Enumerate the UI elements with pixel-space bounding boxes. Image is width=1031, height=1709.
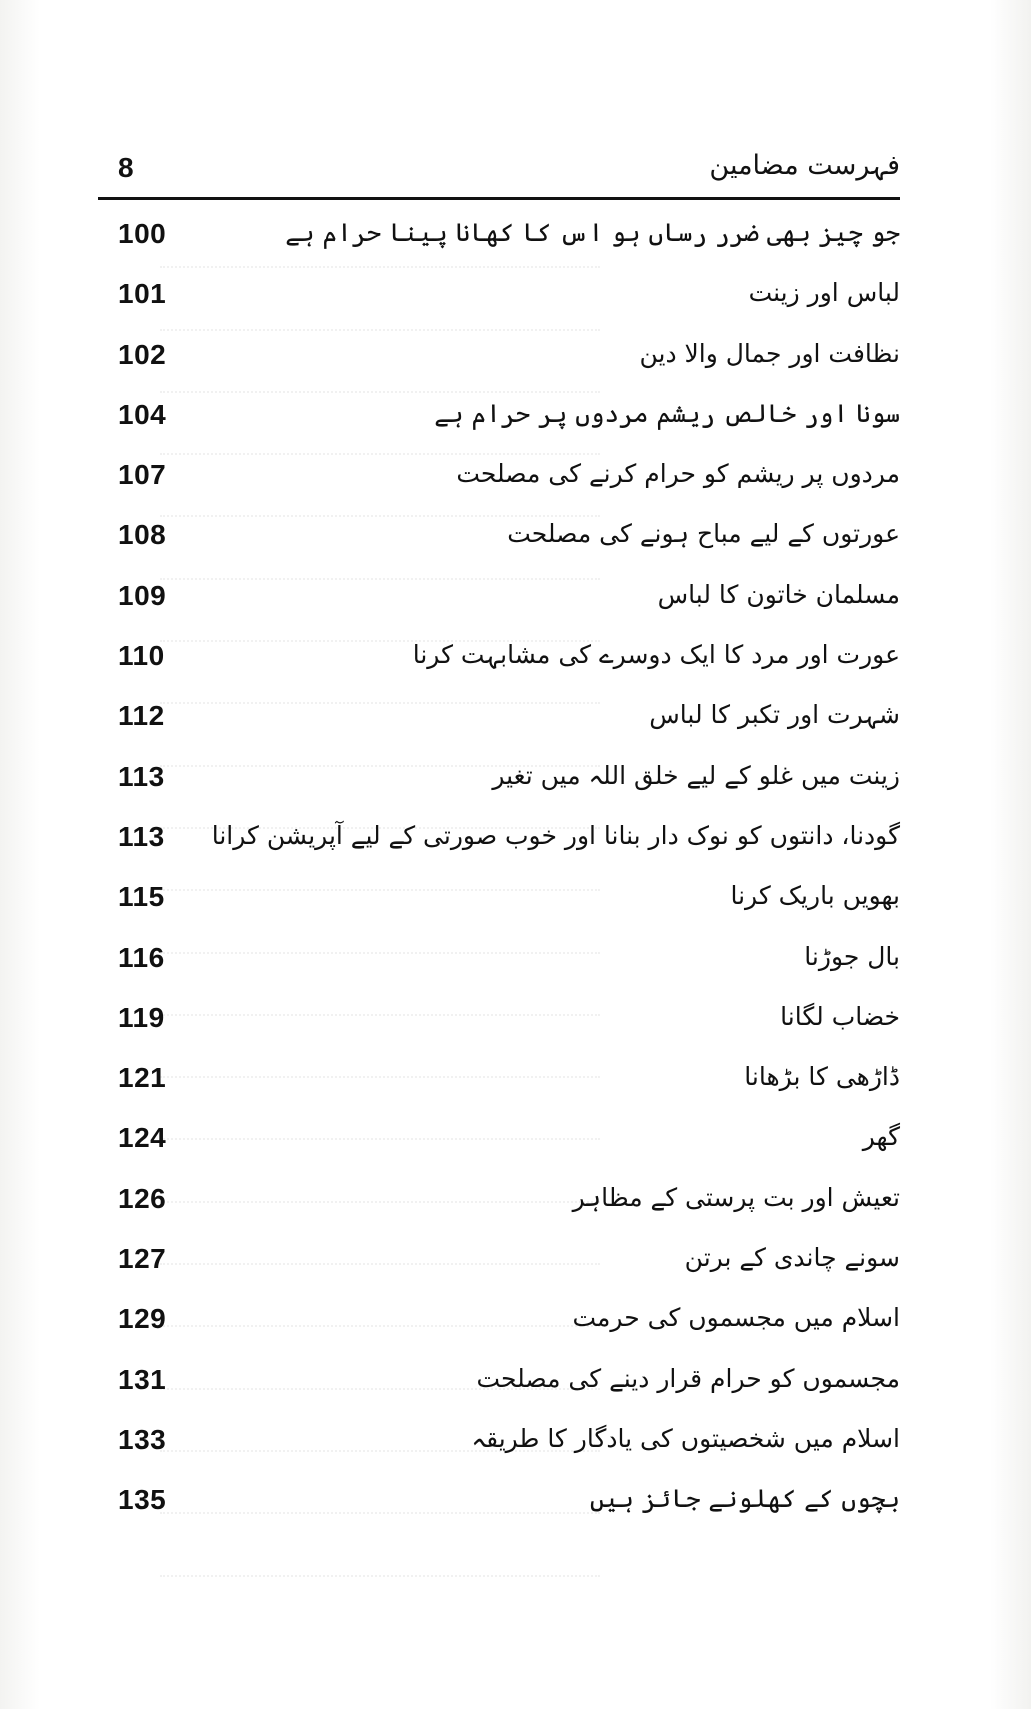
toc-entry: [98, 1231, 900, 1291]
toc-entry-title: شہرت اور تکبر کا لباس: [649, 700, 900, 730]
toc-entry-title: اسلام میں شخصیتوں کی یادگار کا طریقہ: [471, 1423, 900, 1453]
header-divider: [98, 197, 900, 200]
toc-entry-title: خضاب لگانا: [780, 1001, 900, 1031]
header-page-number: 8: [118, 152, 134, 183]
toc-entry-page-number: 133: [118, 1423, 167, 1455]
toc-entry: [98, 266, 900, 326]
toc-entry-page-number: 121: [118, 1062, 167, 1094]
toc-entry-page-number: 101: [118, 278, 167, 310]
toc-entry-page-number: 109: [118, 579, 167, 611]
toc-entry-page-number: 115: [118, 881, 165, 913]
toc-entry: [98, 568, 900, 628]
toc-entry: [98, 1352, 900, 1412]
toc-entry-page-number: 135: [118, 1484, 167, 1516]
toc-entry-page-number: 116: [118, 941, 165, 973]
toc-entry-title: مردوں پر ریشم کو حرام کرنے کی مصلحت: [456, 459, 900, 489]
header-title: فہرست مضامین: [709, 150, 900, 181]
toc-entry: [98, 628, 900, 688]
toc-entry: [98, 447, 900, 507]
toc-entry: [98, 1110, 900, 1170]
toc-entry: [98, 507, 900, 567]
toc-entry: [98, 990, 900, 1050]
toc-entry: [98, 930, 900, 990]
toc-entry-title: نظافت اور جمال والا دین: [639, 338, 900, 368]
toc-entry-title: لباس اور زینت: [748, 278, 900, 308]
toc-entry-title: ڈاڑھی کا بڑھانا: [744, 1062, 900, 1092]
page-header: [98, 150, 900, 196]
toc-entry-page-number: 102: [118, 338, 167, 370]
toc-entry-title: مجسموں کو حرام قرار دینے کی مصلحت: [476, 1363, 900, 1393]
toc-entry-page-number: 131: [118, 1363, 167, 1395]
toc-entry-page-number: 113: [118, 820, 165, 852]
toc-entry-title: گھر: [862, 1122, 900, 1152]
toc-entry-page-number: 113: [118, 760, 165, 792]
toc-entry-page-number: 107: [118, 459, 167, 491]
toc-entry-page-number: 127: [118, 1243, 167, 1275]
toc-entry-page-number: 124: [118, 1122, 167, 1154]
toc-entry-title: مسلمان خاتون کا لباس: [657, 579, 900, 609]
toc-entry-page-number: 110: [118, 640, 165, 672]
toc-entry: [98, 387, 900, 447]
toc-entry-title: تعیش اور بت پرستی کے مظاہر: [572, 1182, 900, 1212]
toc-entry-title: عورتوں کے لیے مباح ہونے کی مصلحت: [507, 519, 900, 549]
toc-entry-page-number: 108: [118, 519, 167, 551]
toc-entry-title: جو چیز بھی ضرر رساں ہو اس کا کھانا پینا حرام ہے: [285, 218, 900, 247]
toc-entry-title: بھویں باریک کرنا: [730, 881, 900, 911]
toc-entry: [98, 1171, 900, 1231]
toc-entry: [98, 869, 900, 929]
toc-entry: [98, 1291, 900, 1351]
toc-entry-title: گودنا، دانتوں کو نوک دار بنانا اور خوب صورتی کے لیے آپریشن کرانا: [211, 820, 900, 850]
toc-entry-page-number: 104: [118, 398, 167, 430]
toc-entry-title: اسلام میں مجسموں کی حرمت: [572, 1303, 900, 1333]
table-of-contents: [98, 206, 900, 1533]
toc-entry-page-number: 126: [118, 1182, 167, 1214]
toc-entry-page-number: 100: [118, 218, 167, 249]
toc-entry: [98, 327, 900, 387]
toc-entry-title: بچوں کے کھلونے جائز ہیں: [589, 1484, 900, 1514]
toc-entry: [98, 809, 900, 869]
toc-entry: [98, 749, 900, 809]
toc-entry: [98, 1412, 900, 1472]
toc-entry-title: زینت میں غلو کے لیے خلق اللہ میں تغیر: [492, 760, 900, 790]
toc-entry-title: سونے چاندی کے برتن: [684, 1243, 900, 1273]
toc-entry-title: بال جوڑنا: [804, 941, 900, 971]
toc-entry-page-number: 119: [118, 1001, 165, 1033]
toc-entry-page-number: 129: [118, 1303, 167, 1335]
toc-entry: [98, 1050, 900, 1110]
toc-entry-title: سونا اور خالص ریشم مردوں پر حرام ہے: [434, 398, 900, 428]
toc-entry: [98, 1472, 900, 1532]
toc-entry-page-number: 112: [118, 700, 165, 732]
toc-entry: [98, 688, 900, 748]
toc-entry: [98, 206, 900, 266]
toc-entry-title: عورت اور مرد کا ایک دوسرے کی مشابہت کرنا: [412, 640, 900, 670]
